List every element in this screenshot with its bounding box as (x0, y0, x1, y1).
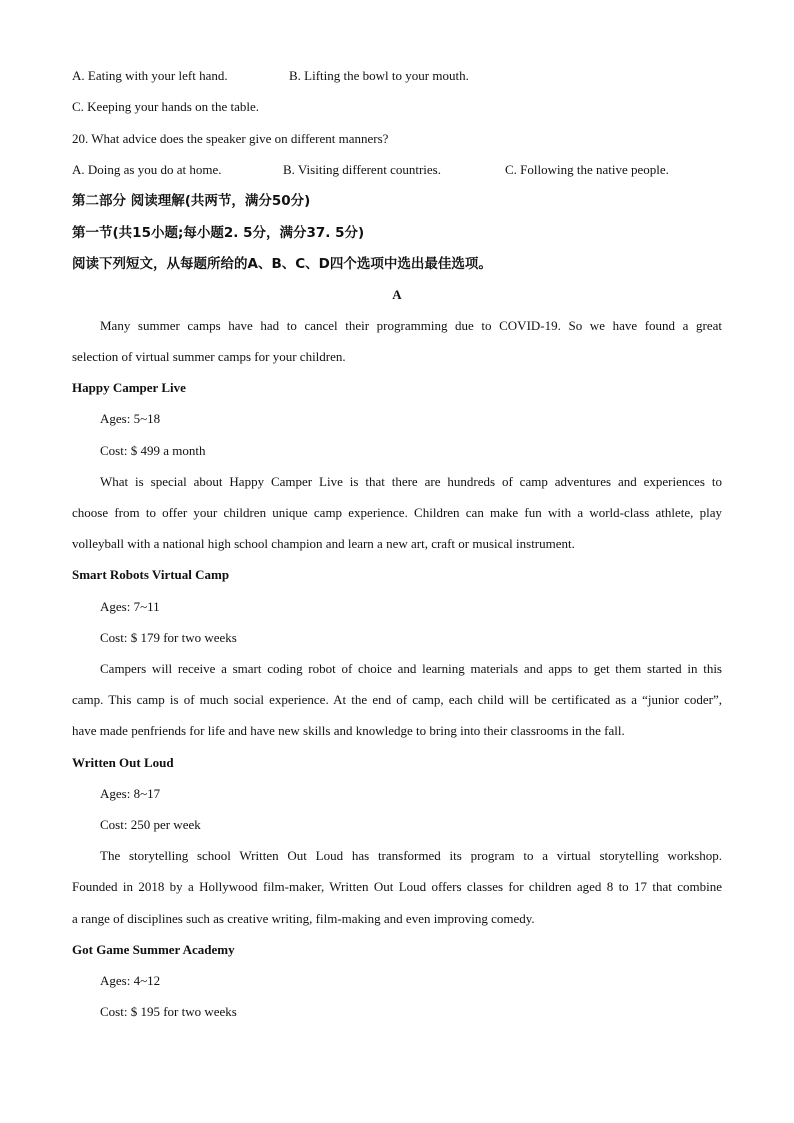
q20-option-a: A. Doing as you do at home. (72, 162, 222, 177)
passage-label: A (392, 287, 402, 302)
camp-desc-line: Campers will receive a smart coding robot of choice and learning materials and apps to get them started in this (100, 661, 722, 676)
subsection-title: 第一节(共15小题;每小题2. 5分，满分37. 5分) (72, 225, 365, 241)
camp-cost: Cost: 250 per week (100, 817, 201, 832)
camp-desc-line: The storytelling school Written Out Loud has transformed its program to a virtual storytelling workshop. (100, 848, 722, 863)
section-instruction: 阅读下列短文，从每题所给的A、B、C、D四个选项中选出最佳选项。 (72, 256, 492, 272)
camp-desc-line: Founded in 2018 by a Hollywood film-maker, Written Out Loud offers classes for children aged 8 to 17 that combine (72, 879, 722, 894)
part-title: 第二部分 阅读理解(共两节，满分50分) (72, 193, 311, 209)
q19-option-c: C. Keeping your hands on the table. (72, 99, 260, 114)
camp-ages: Ages: 8~17 (100, 786, 161, 801)
camp-desc-line: What is special about Happy Camper Live is that there are hundreds of camp adventures and experiences to (100, 474, 722, 489)
passage-intro-line-2: selection of virtual summer camps for your children. (72, 349, 346, 364)
q19-option-b: B. Lifting the bowl to your mouth. (289, 68, 469, 83)
camp-desc-line: choose from to offer your children unique camp experience. Children can make fun with a world-class athlete, play (72, 505, 722, 520)
camp-name: Happy Camper Live (72, 380, 186, 395)
camp-desc-line: a range of disciplines such as creative writing, film-making and even improving comedy. (72, 911, 535, 926)
q20-option-b: B. Visiting different countries. (283, 162, 441, 177)
camp-desc-line: camp. This camp is of much social experience. At the end of camp, each child will be certificated as a “junior coder”, (72, 692, 722, 707)
camp-name: Smart Robots Virtual Camp (72, 567, 230, 582)
camp-ages: Ages: 5~18 (100, 411, 161, 426)
q19-option-a: A. Eating with your left hand. (72, 68, 228, 83)
q20-option-c: C. Following the native people. (505, 162, 669, 177)
camp-name: Written Out Loud (72, 755, 174, 770)
q20-question: 20. What advice does the speaker give on different manners? (72, 131, 389, 146)
camp-name: Got Game Summer Academy (72, 942, 235, 957)
camp-cost: Cost: $ 195 for two weeks (100, 1004, 237, 1019)
camp-cost: Cost: $ 499 a month (100, 443, 206, 458)
camp-ages: Ages: 7~11 (100, 599, 160, 614)
camp-cost: Cost: $ 179 for two weeks (100, 630, 237, 645)
camp-ages: Ages: 4~12 (100, 973, 161, 988)
camp-desc-line: have made penfriends for life and have new skills and knowledge to bring into their classrooms in the fall. (72, 723, 625, 738)
camp-desc-line: volleyball with a national high school champion and learn a new art, craft or musical instrument. (72, 536, 575, 551)
passage-intro-line-1: Many summer camps have had to cancel their programming due to COVID-19. So we have found a great (100, 318, 722, 333)
